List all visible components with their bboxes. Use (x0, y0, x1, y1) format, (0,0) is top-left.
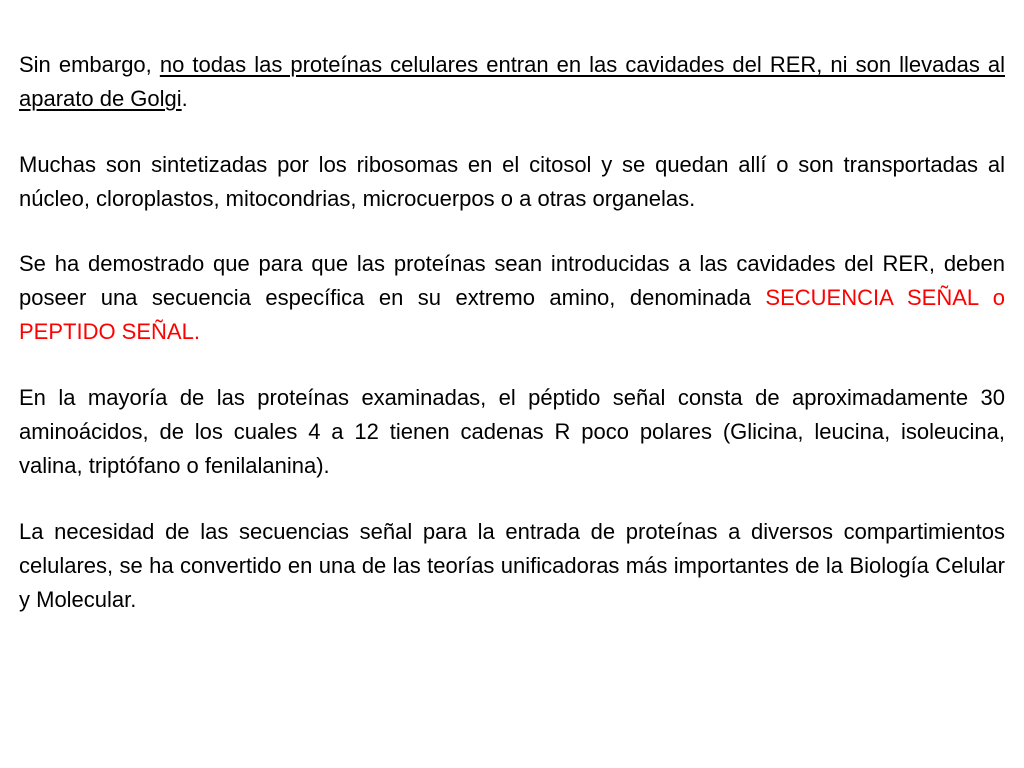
paragraph-period: . (181, 86, 188, 111)
paragraph-unifying-theory (19, 515, 1005, 617)
paragraph-text: Muchas son sintetizadas por los ribosomas en el citosol y se quedan allí o son transportadas al núcleo, cloroplastos, mitocondrias, microcuerpos o a otras organelas. (19, 152, 1005, 211)
paragraph-golgi-exception (19, 48, 1005, 116)
signal-sequence-highlight: SECUENCIA SEÑAL o PEPTIDO SEÑAL. (19, 285, 1005, 344)
paragraph-lead-text: Sin embargo, (19, 52, 160, 77)
paragraph-text: La necesidad de las secuencias señal para la entrada de proteínas a diversos compartimientos celulares, se ha convertido en una de las teorías unificadoras más importantes de la Biología Celular y Molecular. (19, 519, 1005, 612)
underlined-statement: no todas las proteínas celulares entran en las cavidades del RER, ni son llevadas al aparato de Golgi (19, 52, 1005, 111)
slide-body (19, 48, 1005, 649)
paragraph-signal-sequence (19, 247, 1005, 349)
paragraph-peptide-composition (19, 381, 1005, 483)
paragraph-cytosol-proteins (19, 148, 1005, 216)
paragraph-lead-text: Se ha demostrado que para que las proteínas sean introducidas a las cavidades del RER, deben poseer una secuencia específica en su extremo amino, denominada (19, 251, 1005, 310)
paragraph-text: En la mayoría de las proteínas examinadas, el péptido señal consta de aproximadamente 30 aminoácidos, de los cuales 4 a 12 tienen cadenas R poco polares (Glicina, leucina, isoleucina, valina, triptófano o fenilalanina). (19, 385, 1005, 478)
